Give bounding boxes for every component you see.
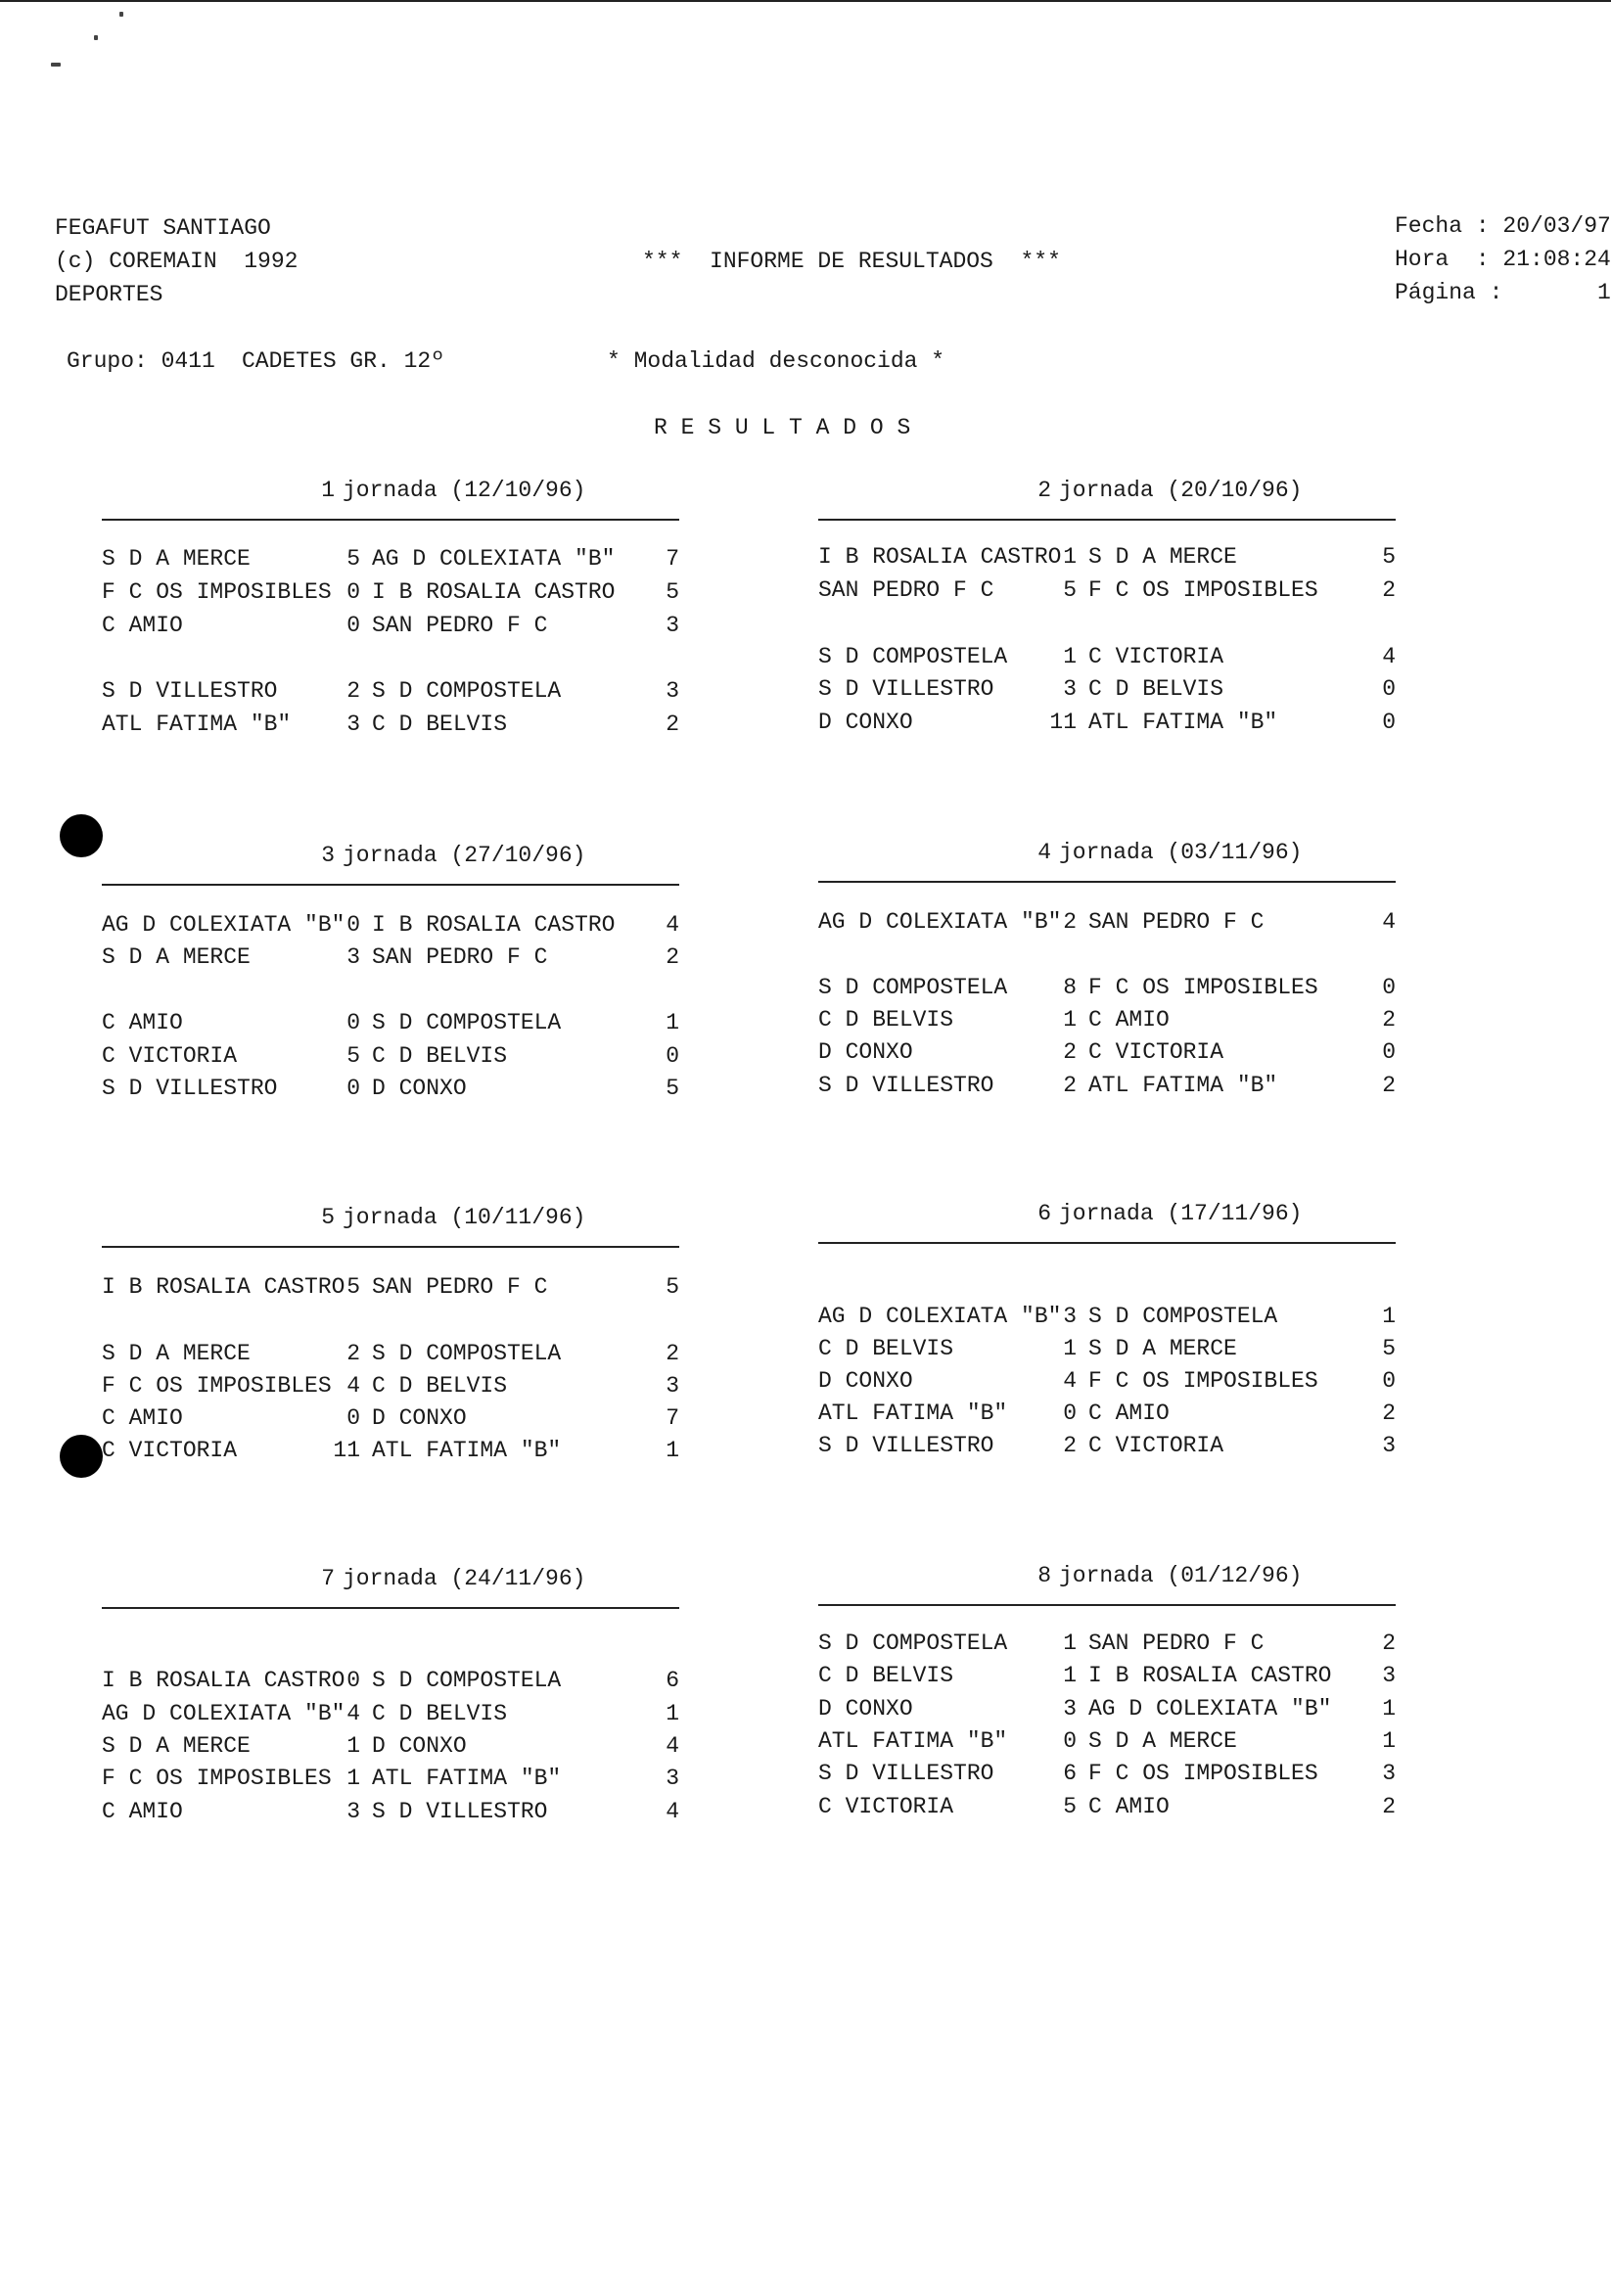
away-team: D CONXO bbox=[372, 1076, 467, 1101]
away-team: F C OS IMPOSIBLES bbox=[1088, 577, 1318, 603]
away-team: S D VILLESTRO bbox=[372, 1799, 548, 1824]
away-team: AG D COLEXIATA "B" bbox=[372, 546, 616, 572]
away-team: C D BELVIS bbox=[372, 1043, 508, 1069]
match-row bbox=[818, 1698, 1396, 1727]
home-score: 3 bbox=[1063, 1304, 1077, 1329]
away-team: C VICTORIA bbox=[1088, 644, 1224, 669]
home-team: S D VILLESTRO bbox=[818, 1073, 994, 1098]
home-team: S D COMPOSTELA bbox=[818, 1630, 1008, 1656]
jornada-title bbox=[102, 1568, 679, 1595]
away-team: C VICTORIA bbox=[1088, 1039, 1224, 1065]
match-row bbox=[818, 1796, 1396, 1825]
home-team: C D BELVIS bbox=[818, 1663, 954, 1688]
away-score: 5 bbox=[1382, 544, 1396, 570]
match-row bbox=[818, 1075, 1396, 1104]
away-score: 1 bbox=[666, 1010, 679, 1035]
away-score: 2 bbox=[1382, 577, 1396, 603]
page-number-field: Página : 1 bbox=[1395, 280, 1611, 305]
away-team: AG D COLEXIATA "B" bbox=[1088, 1696, 1332, 1722]
match-row bbox=[102, 1703, 679, 1732]
home-team: S D A MERCE bbox=[102, 944, 251, 970]
away-score: 4 bbox=[1382, 909, 1396, 935]
away-score: 3 bbox=[1382, 1663, 1396, 1688]
home-score: 1 bbox=[346, 1766, 360, 1791]
away-team: S D COMPOSTELA bbox=[372, 1341, 562, 1366]
away-score: 0 bbox=[666, 1043, 679, 1069]
home-team: AG D COLEXIATA "B" bbox=[818, 909, 1062, 935]
punch-hole bbox=[60, 1435, 103, 1478]
home-team: S D VILLESTRO bbox=[102, 1076, 278, 1101]
away-score: 2 bbox=[666, 944, 679, 970]
match-row bbox=[818, 977, 1396, 1006]
home-team: ATL FATIMA "B" bbox=[102, 712, 292, 737]
jornada-number: 5 bbox=[321, 1205, 335, 1230]
date-field: Fecha : 20/03/97 bbox=[1395, 213, 1611, 239]
scan-speck bbox=[94, 35, 98, 40]
away-team: S D COMPOSTELA bbox=[1088, 1304, 1278, 1329]
match-row bbox=[818, 579, 1396, 609]
home-score: 2 bbox=[1063, 1433, 1077, 1458]
away-score: 7 bbox=[666, 1405, 679, 1431]
away-score: 0 bbox=[1382, 975, 1396, 1000]
match-row bbox=[102, 1735, 679, 1765]
group-name: CADETES GR. 12º bbox=[242, 348, 445, 374]
home-team: D CONXO bbox=[818, 1696, 913, 1722]
away-score: 0 bbox=[1382, 1039, 1396, 1065]
jornada-number: 7 bbox=[321, 1566, 335, 1591]
home-score: 5 bbox=[1063, 1794, 1077, 1819]
away-score: 3 bbox=[666, 613, 679, 638]
jornada-rule bbox=[102, 1246, 679, 1248]
away-team: S D A MERCE bbox=[1088, 1728, 1237, 1754]
away-team: ATL FATIMA "B" bbox=[1088, 710, 1278, 735]
jornada-rule bbox=[818, 519, 1396, 521]
home-team: S D A MERCE bbox=[102, 1733, 251, 1759]
home-score: 4 bbox=[1063, 1368, 1077, 1394]
match-row bbox=[818, 1370, 1396, 1400]
match-row bbox=[818, 678, 1396, 708]
home-score: 1 bbox=[1063, 1336, 1077, 1361]
match-row bbox=[102, 1045, 679, 1075]
home-score: 1 bbox=[1063, 544, 1077, 570]
home-score: 3 bbox=[346, 944, 360, 970]
match-row bbox=[102, 1343, 679, 1372]
group-code: Grupo: 0411 bbox=[67, 348, 215, 374]
home-team: AG D COLEXIATA "B" bbox=[102, 912, 345, 938]
match-row bbox=[102, 1407, 679, 1437]
home-score: 1 bbox=[1063, 644, 1077, 669]
match-row bbox=[818, 1435, 1396, 1464]
away-score: 3 bbox=[666, 1766, 679, 1791]
home-score: 0 bbox=[1063, 1728, 1077, 1754]
jornada-label: jornada (10/11/96) bbox=[343, 1205, 586, 1230]
jornada-title bbox=[818, 1203, 1396, 1230]
away-team: SAN PEDRO F C bbox=[372, 1274, 548, 1300]
away-score: 2 bbox=[1382, 1630, 1396, 1656]
away-score: 2 bbox=[666, 1341, 679, 1366]
home-team: ATL FATIMA "B" bbox=[818, 1728, 1008, 1754]
away-score: 1 bbox=[666, 1701, 679, 1726]
match-row bbox=[102, 1440, 679, 1469]
group-modality: * Modalidad desconocida * bbox=[607, 348, 945, 374]
jornada-rule bbox=[818, 881, 1396, 883]
away-team: SAN PEDRO F C bbox=[372, 944, 548, 970]
away-team: SAN PEDRO F C bbox=[372, 613, 548, 638]
home-team: F C OS IMPOSIBLES bbox=[102, 1766, 332, 1791]
home-score: 0 bbox=[346, 1668, 360, 1693]
home-team: ATL FATIMA "B" bbox=[818, 1401, 1008, 1426]
jornada-rule bbox=[818, 1604, 1396, 1606]
jornada-number: 4 bbox=[1037, 840, 1051, 865]
away-team: C D BELVIS bbox=[1088, 676, 1224, 702]
home-score: 11 bbox=[333, 1438, 360, 1463]
away-team: D CONXO bbox=[372, 1405, 467, 1431]
scan-speck bbox=[119, 12, 123, 17]
away-score: 5 bbox=[666, 579, 679, 605]
away-team: I B ROSALIA CASTRO bbox=[372, 912, 616, 938]
match-row bbox=[102, 1768, 679, 1797]
match-row bbox=[102, 548, 679, 577]
away-score: 2 bbox=[1382, 1794, 1396, 1819]
home-score: 5 bbox=[1063, 577, 1077, 603]
home-score: 3 bbox=[346, 712, 360, 737]
match-row bbox=[818, 1009, 1396, 1038]
away-score: 2 bbox=[1382, 1007, 1396, 1033]
away-team: S D COMPOSTELA bbox=[372, 1668, 562, 1693]
home-team: C VICTORIA bbox=[102, 1438, 238, 1463]
jornada-title bbox=[818, 842, 1396, 869]
away-score: 2 bbox=[1382, 1073, 1396, 1098]
home-team: S D VILLESTRO bbox=[818, 1761, 994, 1786]
match-row bbox=[818, 1632, 1396, 1662]
scan-speck bbox=[51, 63, 61, 67]
home-score: 4 bbox=[346, 1701, 360, 1726]
home-team: D CONXO bbox=[818, 710, 913, 735]
home-score: 5 bbox=[346, 1274, 360, 1300]
away-score: 5 bbox=[1382, 1336, 1396, 1361]
away-team: C VICTORIA bbox=[1088, 1433, 1224, 1458]
time-field: Hora : 21:08:24 bbox=[1395, 247, 1611, 272]
home-score: 11 bbox=[1049, 710, 1077, 735]
away-team: ATL FATIMA "B" bbox=[372, 1766, 562, 1791]
away-score: 0 bbox=[1382, 710, 1396, 735]
jornada-title bbox=[818, 480, 1396, 507]
away-team: S D COMPOSTELA bbox=[372, 1010, 562, 1035]
away-team: I B ROSALIA CASTRO bbox=[372, 579, 616, 605]
home-score: 0 bbox=[346, 1010, 360, 1035]
away-team: ATL FATIMA "B" bbox=[1088, 1073, 1278, 1098]
home-score: 6 bbox=[1063, 1761, 1077, 1786]
match-row bbox=[102, 1078, 679, 1107]
home-team: S D VILLESTRO bbox=[818, 1433, 994, 1458]
jornada-rule bbox=[102, 1607, 679, 1609]
home-team: I B ROSALIA CASTRO bbox=[102, 1274, 345, 1300]
home-team: S D COMPOSTELA bbox=[818, 644, 1008, 669]
away-team: C AMIO bbox=[1088, 1794, 1170, 1819]
home-score: 0 bbox=[346, 912, 360, 938]
away-team: C D BELVIS bbox=[372, 1701, 508, 1726]
home-team: SAN PEDRO F C bbox=[818, 577, 994, 603]
home-team: C VICTORIA bbox=[102, 1043, 238, 1069]
away-score: 4 bbox=[666, 912, 679, 938]
away-score: 3 bbox=[1382, 1433, 1396, 1458]
jornada-title bbox=[102, 845, 679, 872]
jornada-number: 1 bbox=[321, 478, 335, 503]
jornada-label: jornada (17/11/96) bbox=[1059, 1201, 1303, 1226]
match-row bbox=[102, 680, 679, 710]
home-team: S D COMPOSTELA bbox=[818, 975, 1008, 1000]
match-row bbox=[818, 1665, 1396, 1694]
home-team: C D BELVIS bbox=[818, 1336, 954, 1361]
away-score: 7 bbox=[666, 546, 679, 572]
jornada-label: jornada (27/10/96) bbox=[343, 843, 586, 868]
away-score: 2 bbox=[1382, 1401, 1396, 1426]
match-row bbox=[818, 911, 1396, 941]
home-score: 5 bbox=[346, 546, 360, 572]
jornada-title bbox=[102, 480, 679, 507]
home-score: 0 bbox=[346, 613, 360, 638]
home-score: 3 bbox=[1063, 676, 1077, 702]
jornada-label: jornada (12/10/96) bbox=[343, 478, 586, 503]
away-score: 3 bbox=[1382, 1761, 1396, 1786]
away-team: F C OS IMPOSIBLES bbox=[1088, 1761, 1318, 1786]
match-row bbox=[102, 713, 679, 743]
home-score: 1 bbox=[1063, 1630, 1077, 1656]
jornada-label: jornada (03/11/96) bbox=[1059, 840, 1303, 865]
match-row bbox=[102, 1276, 679, 1306]
home-team: D CONXO bbox=[818, 1039, 913, 1065]
department-line: DEPORTES bbox=[55, 282, 163, 307]
match-row bbox=[818, 546, 1396, 575]
home-team: S D VILLESTRO bbox=[102, 678, 278, 704]
home-score: 1 bbox=[346, 1733, 360, 1759]
home-score: 4 bbox=[346, 1373, 360, 1399]
jornada-title bbox=[102, 1207, 679, 1234]
away-team: I B ROSALIA CASTRO bbox=[1088, 1663, 1332, 1688]
match-row bbox=[102, 1801, 679, 1830]
away-team: D CONXO bbox=[372, 1733, 467, 1759]
home-score: 2 bbox=[1063, 909, 1077, 935]
home-team: F C OS IMPOSIBLES bbox=[102, 579, 332, 605]
home-team: F C OS IMPOSIBLES bbox=[102, 1373, 332, 1399]
home-team: C AMIO bbox=[102, 613, 183, 638]
section-title: R E S U L T A D O S bbox=[654, 415, 911, 440]
home-score: 2 bbox=[1063, 1039, 1077, 1065]
copyright-line: (c) COREMAIN 1992 bbox=[55, 249, 299, 274]
away-score: 5 bbox=[666, 1274, 679, 1300]
home-score: 1 bbox=[1063, 1663, 1077, 1688]
home-team: AG D COLEXIATA "B" bbox=[818, 1304, 1062, 1329]
match-row bbox=[102, 914, 679, 943]
home-team: C AMIO bbox=[102, 1799, 183, 1824]
home-score: 0 bbox=[346, 579, 360, 605]
away-score: 1 bbox=[666, 1438, 679, 1463]
page-top-edge bbox=[0, 0, 1611, 2]
match-row bbox=[818, 1306, 1396, 1335]
home-team: AG D COLEXIATA "B" bbox=[102, 1701, 345, 1726]
away-score: 6 bbox=[666, 1668, 679, 1693]
home-score: 2 bbox=[346, 678, 360, 704]
home-team: S D A MERCE bbox=[102, 1341, 251, 1366]
punch-hole bbox=[60, 814, 103, 857]
match-row bbox=[818, 1338, 1396, 1367]
jornada-title bbox=[818, 1565, 1396, 1592]
away-team: SAN PEDRO F C bbox=[1088, 909, 1265, 935]
home-score: 0 bbox=[1063, 1401, 1077, 1426]
org-name: FEGAFUT SANTIAGO bbox=[55, 215, 271, 241]
home-team: C AMIO bbox=[102, 1010, 183, 1035]
away-team: SAN PEDRO F C bbox=[1088, 1630, 1265, 1656]
away-team: ATL FATIMA "B" bbox=[372, 1438, 562, 1463]
home-score: 0 bbox=[346, 1076, 360, 1101]
jornada-rule bbox=[818, 1242, 1396, 1244]
away-score: 1 bbox=[1382, 1696, 1396, 1722]
away-score: 4 bbox=[1382, 644, 1396, 669]
match-row bbox=[102, 1375, 679, 1404]
match-row bbox=[102, 946, 679, 976]
match-row bbox=[102, 581, 679, 611]
home-team: S D A MERCE bbox=[102, 546, 251, 572]
away-team: S D A MERCE bbox=[1088, 1336, 1237, 1361]
away-score: 0 bbox=[1382, 1368, 1396, 1394]
match-row bbox=[102, 1670, 679, 1699]
away-score: 4 bbox=[666, 1733, 679, 1759]
away-score: 0 bbox=[1382, 676, 1396, 702]
home-score: 1 bbox=[1063, 1007, 1077, 1033]
match-row bbox=[818, 646, 1396, 675]
away-team: S D A MERCE bbox=[1088, 544, 1237, 570]
home-team: S D VILLESTRO bbox=[818, 676, 994, 702]
report-title: *** INFORME DE RESULTADOS *** bbox=[642, 249, 1061, 274]
match-row bbox=[102, 615, 679, 644]
jornada-number: 8 bbox=[1037, 1563, 1051, 1588]
jornada-label: jornada (01/12/96) bbox=[1059, 1563, 1303, 1588]
away-team: C AMIO bbox=[1088, 1401, 1170, 1426]
jornada-label: jornada (20/10/96) bbox=[1059, 478, 1303, 503]
away-score: 1 bbox=[1382, 1728, 1396, 1754]
match-row bbox=[818, 712, 1396, 741]
away-score: 1 bbox=[1382, 1304, 1396, 1329]
match-row bbox=[818, 1763, 1396, 1792]
away-team: S D COMPOSTELA bbox=[372, 678, 562, 704]
away-score: 5 bbox=[666, 1076, 679, 1101]
match-row bbox=[102, 1012, 679, 1041]
away-score: 4 bbox=[666, 1799, 679, 1824]
home-team: I B ROSALIA CASTRO bbox=[102, 1668, 345, 1693]
away-score: 2 bbox=[666, 712, 679, 737]
away-team: C D BELVIS bbox=[372, 712, 508, 737]
home-team: C AMIO bbox=[102, 1405, 183, 1431]
away-team: F C OS IMPOSIBLES bbox=[1088, 1368, 1318, 1394]
home-score: 2 bbox=[346, 1341, 360, 1366]
home-score: 0 bbox=[346, 1405, 360, 1431]
match-row bbox=[818, 1041, 1396, 1071]
away-team: C AMIO bbox=[1088, 1007, 1170, 1033]
home-team: C VICTORIA bbox=[818, 1794, 954, 1819]
jornada-number: 3 bbox=[321, 843, 335, 868]
away-team: C D BELVIS bbox=[372, 1373, 508, 1399]
home-team: C D BELVIS bbox=[818, 1007, 954, 1033]
home-team: D CONXO bbox=[818, 1368, 913, 1394]
home-score: 5 bbox=[346, 1043, 360, 1069]
jornada-rule bbox=[102, 519, 679, 521]
jornada-number: 2 bbox=[1037, 478, 1051, 503]
home-score: 2 bbox=[1063, 1073, 1077, 1098]
jornada-rule bbox=[102, 884, 679, 886]
match-row bbox=[818, 1730, 1396, 1760]
jornada-number: 6 bbox=[1037, 1201, 1051, 1226]
home-score: 3 bbox=[1063, 1696, 1077, 1722]
match-row bbox=[818, 1402, 1396, 1432]
home-score: 3 bbox=[346, 1799, 360, 1824]
away-team: F C OS IMPOSIBLES bbox=[1088, 975, 1318, 1000]
away-score: 3 bbox=[666, 1373, 679, 1399]
home-team: I B ROSALIA CASTRO bbox=[818, 544, 1062, 570]
jornada-label: jornada (24/11/96) bbox=[343, 1566, 586, 1591]
home-score: 8 bbox=[1063, 975, 1077, 1000]
away-score: 3 bbox=[666, 678, 679, 704]
